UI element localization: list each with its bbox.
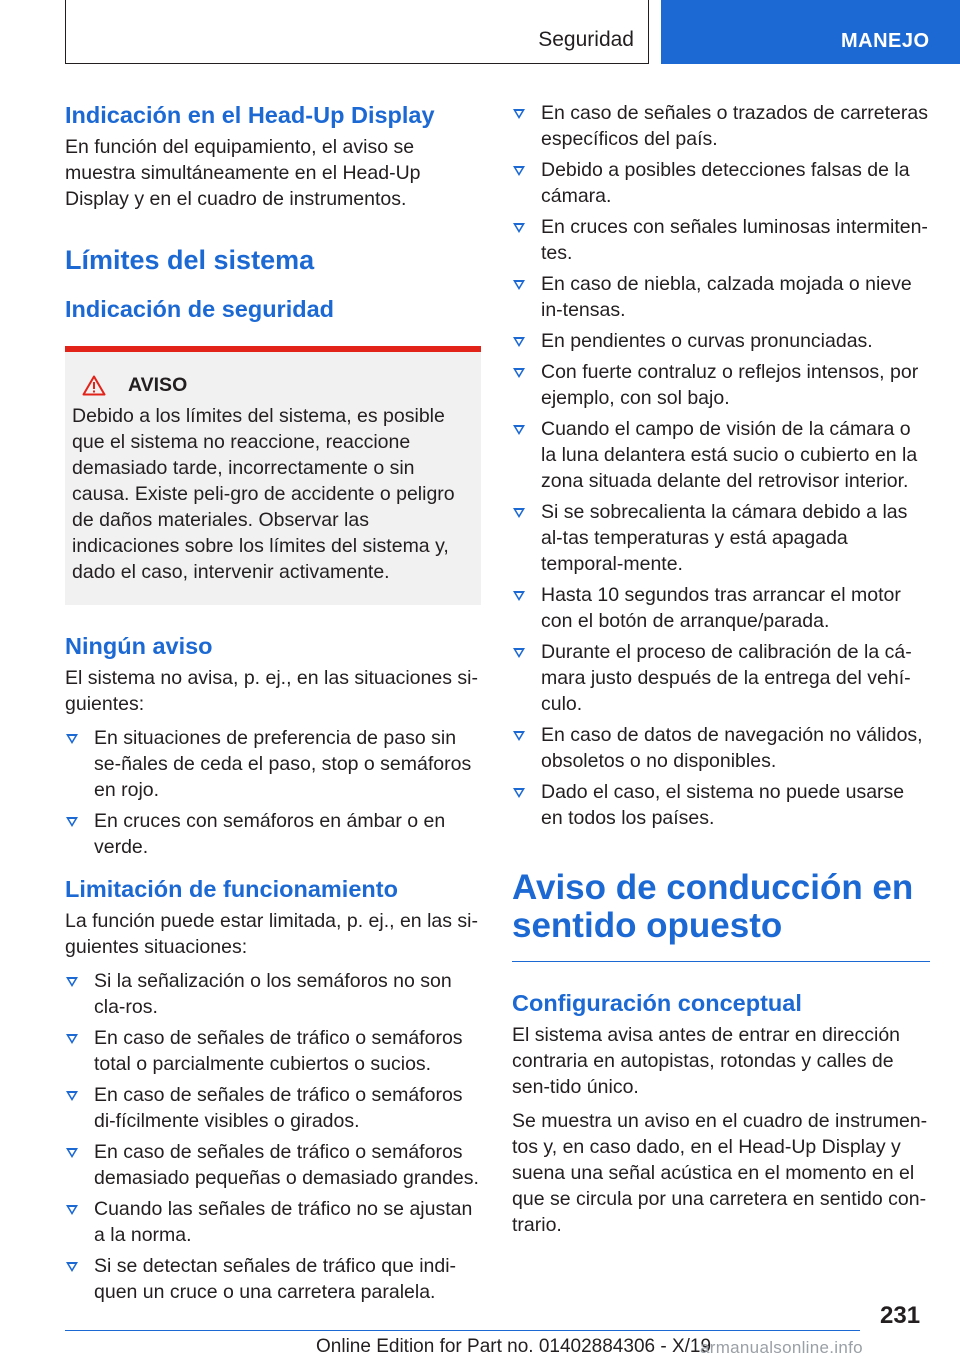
right-column [512, 100, 930, 1246]
triangle-bullet-icon [66, 1148, 78, 1158]
limitation-heading: Limitación de funcionamiento [65, 876, 398, 902]
triangle-bullet-icon [66, 977, 78, 987]
triangle-bullet-icon [513, 648, 525, 658]
list-item: En caso de señales de tráfico o semáforos di-fícilmente visibles o girados. [65, 1082, 481, 1134]
page-number: 231 [880, 1302, 921, 1329]
list-item: En caso de señales de tráfico o semáforos total o parcialmente cubiertos o sucios. [65, 1025, 481, 1077]
triangle-bullet-icon [513, 109, 525, 119]
list-item: En caso de señales de tráfico o semáforos demasiado pequeñas o demasiado grandes. [65, 1139, 481, 1191]
list-item: En caso de datos de navegación no válidos, obsoletos o no disponibles. [512, 722, 930, 774]
no-warning-paragraph: El sistema no avisa, p. ej., en las situaciones si-guientes: [65, 667, 478, 715]
limitation-list-continued [512, 100, 930, 831]
triangle-bullet-icon [66, 1262, 78, 1272]
list-item: Debido a posibles detecciones falsas de la cámara. [512, 157, 930, 209]
warning-triangle-icon [82, 375, 106, 396]
list-item: Cuando el campo de visión de la cámara o la luna delantera está sucio o cubierto en la zona situada delante del retrovisor interior. [512, 416, 930, 494]
header-section-tab [65, 0, 649, 64]
triangle-bullet-icon [66, 1034, 78, 1044]
hud-paragraph: En función del equipamiento, el aviso se muestra simultáneamente en el Head-Up Display y en el cuadro de instrumentos. [65, 136, 421, 210]
safety-heading: Indicación de seguridad [65, 296, 334, 322]
triangle-bullet-icon [513, 508, 525, 518]
triangle-bullet-icon [513, 337, 525, 347]
left-column [65, 100, 481, 1310]
triangle-bullet-icon [513, 368, 525, 378]
list-item: Dado el caso, el sistema no puede usarse en todos los países. [512, 779, 930, 831]
no-warning-list [65, 725, 481, 860]
watermark: armanualsonline.info [700, 1338, 863, 1357]
edition-note: Online Edition for Part no. 01402884306 - X/19 [316, 1336, 712, 1357]
triangle-bullet-icon [66, 817, 78, 827]
hud-heading: Indicación en el Head-Up Display [65, 102, 435, 128]
list-item: En situaciones de preferencia de paso sin se-ñales de ceda el paso, stop o semáforos en rojo. [65, 725, 481, 803]
concept-paragraph-1: El sistema avisa antes de entrar en dirección contraria en autopistas, rotondas y calles de sen-tido único. [512, 1024, 901, 1098]
warning-header [72, 374, 472, 397]
list-item: Si se sobrecalienta la cámara debido a las al-tas temperaturas y está apagada temporal-mente. [512, 499, 930, 577]
triangle-bullet-icon [513, 280, 525, 290]
list-item: Con fuerte contraluz o reflejos intensos, por ejemplo, con sol bajo. [512, 359, 930, 411]
warning-text: Debido a los límites del sistema, es posible que el sistema no reaccione, reaccione demasiado tarde, incorrectamente o sin causa. Existe peli-gro de accidente o peligro de daños materiales. Observar las indicaciones sobre los límites del sistema y, dado el caso, intervenir activamente. [72, 405, 455, 583]
header-chapter-tab [661, 0, 960, 64]
chapter-title: MANEJO [841, 30, 930, 52]
limitation-list [65, 968, 481, 1305]
list-item: En caso de niebla, calzada mojada o nieve in-tensas. [512, 271, 930, 323]
list-item: Si la señalización o los semáforos no son cla-ros. [65, 968, 481, 1020]
limits-heading: Límites del sistema [65, 245, 315, 275]
wrong-way-heading: Aviso de conducción en sentido opuesto [512, 868, 914, 945]
warning-box [65, 346, 481, 605]
list-item: En cruces con semáforos en ámbar o en verde. [65, 808, 481, 860]
footer-divider [65, 1330, 860, 1331]
triangle-bullet-icon [66, 1091, 78, 1101]
triangle-bullet-icon [513, 591, 525, 601]
no-warning-heading: Ningún aviso [65, 633, 213, 659]
section-title: Seguridad [538, 28, 634, 51]
warning-title: AVISO [128, 374, 188, 396]
triangle-bullet-icon [66, 1205, 78, 1215]
triangle-bullet-icon [513, 425, 525, 435]
heading-divider [512, 961, 930, 962]
concept-paragraph-2: Se muestra un aviso en el cuadro de instrumen-tos y, en caso dado, en el Head-Up Display y suena una señal acústica en el momento en el que se circula por una carretera en sentido con-trario. [512, 1110, 928, 1236]
list-item: Hasta 10 segundos tras arrancar el motor con el botón de arranque/parada. [512, 582, 930, 634]
list-item: En pendientes o curvas pronunciadas. [512, 328, 930, 354]
list-item: Cuando las señales de tráfico no se ajustan a la norma. [65, 1196, 481, 1248]
triangle-bullet-icon [513, 788, 525, 798]
triangle-bullet-icon [513, 166, 525, 176]
list-item: Si se detectan señales de tráfico que indi-quen un cruce o una carretera paralela. [65, 1253, 481, 1305]
triangle-bullet-icon [66, 734, 78, 744]
triangle-bullet-icon [513, 223, 525, 233]
limitation-paragraph: La función puede estar limitada, p. ej., en las si-guientes situaciones: [65, 910, 478, 958]
list-item: Durante el proceso de calibración de la cá-mara justo después de la entrega del vehí-culo. [512, 639, 930, 717]
concept-heading: Configuración conceptual [512, 990, 802, 1016]
list-item: En cruces con señales luminosas intermiten-tes. [512, 214, 930, 266]
list-item: En caso de señales o trazados de carreteras específicos del país. [512, 100, 930, 152]
triangle-bullet-icon [513, 731, 525, 741]
